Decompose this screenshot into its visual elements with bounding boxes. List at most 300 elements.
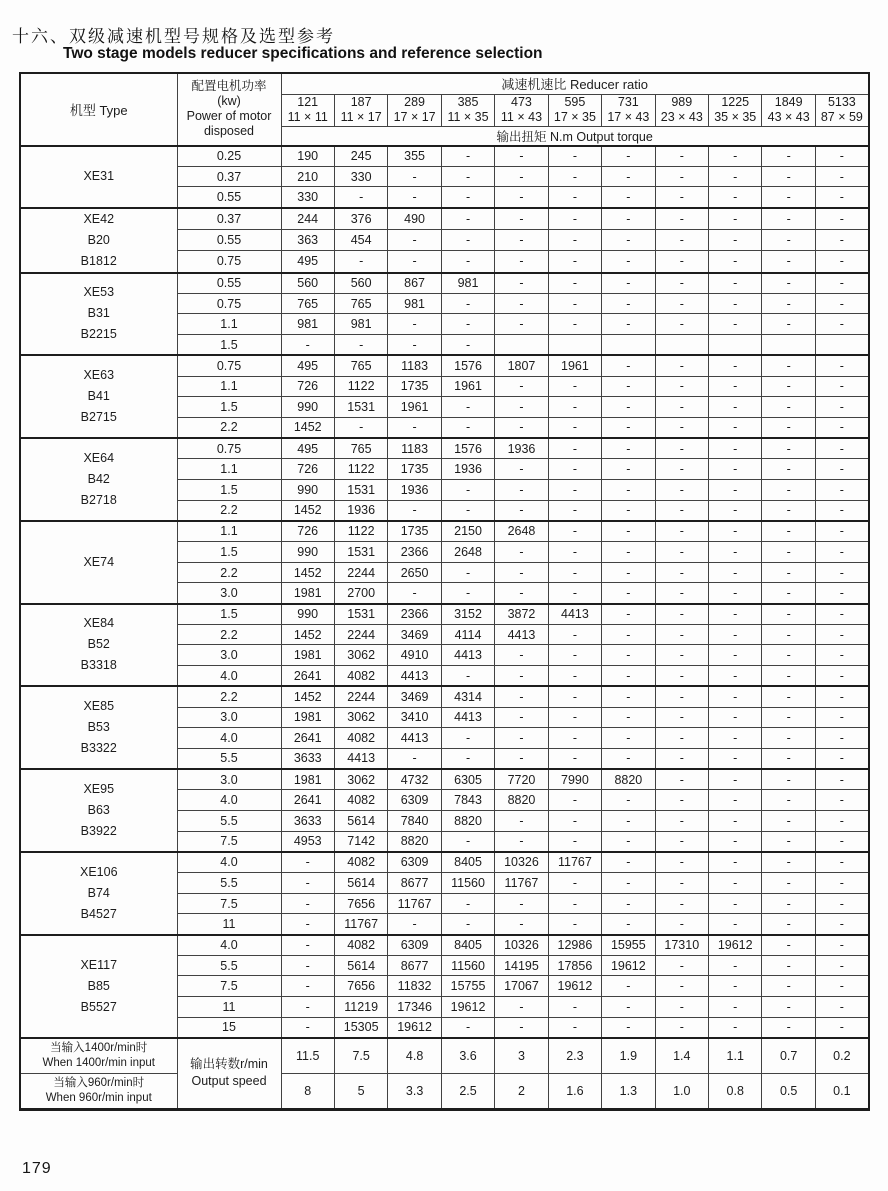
speed-cell: 3.3: [388, 1074, 441, 1110]
speed-input-label-line: When 1400r/min input: [42, 1057, 155, 1069]
torque-cell: -: [441, 666, 494, 687]
speed-cell: 5: [334, 1074, 387, 1110]
torque-cell: -: [762, 166, 815, 187]
torque-cell: -: [655, 521, 708, 542]
torque-cell: -: [495, 707, 548, 728]
torque-cell: -: [388, 314, 441, 335]
torque-cell: 1452: [281, 500, 334, 521]
torque-cell: -: [709, 666, 762, 687]
torque-cell: -: [655, 459, 708, 480]
torque-cell: -: [388, 583, 441, 604]
torque-cell: -: [602, 976, 655, 997]
power-cell: 1.1: [177, 459, 281, 480]
torque-cell: -: [762, 748, 815, 769]
torque-cell: -: [602, 831, 655, 852]
torque-cell: 7843: [441, 790, 494, 811]
torque-cell: -: [441, 335, 494, 356]
torque-cell: -: [655, 146, 708, 167]
page-number: 179: [22, 1160, 52, 1177]
speed-cell: 1.3: [602, 1074, 655, 1110]
power-cell: 2.2: [177, 624, 281, 645]
torque-cell: -: [762, 521, 815, 542]
ratio-value: 385: [457, 94, 479, 109]
torque-cell: -: [548, 997, 601, 1018]
torque-cell: -: [709, 273, 762, 294]
torque-cell: 7990: [548, 769, 601, 790]
torque-cell: 4082: [334, 852, 387, 873]
torque-cell: 1735: [388, 376, 441, 397]
torque-cell: -: [655, 810, 708, 831]
torque-cell: 4413: [388, 728, 441, 749]
ratio-combo: 11 × 17: [340, 110, 382, 124]
torque-cell: -: [548, 187, 601, 208]
ratio-value: 121: [297, 94, 319, 109]
model-label: XE42: [83, 211, 115, 226]
speed-cell: 0.5: [762, 1074, 815, 1110]
torque-cell: -: [709, 728, 762, 749]
torque-cell: -: [334, 251, 387, 273]
ratio-header-cell: [334, 94, 387, 126]
torque-cell: 765: [334, 293, 387, 314]
model-label: B3922: [80, 823, 117, 838]
torque-cell: -: [441, 166, 494, 187]
torque-cell: 330: [334, 166, 387, 187]
torque-cell: 2366: [388, 542, 441, 563]
torque-cell: 5614: [334, 955, 387, 976]
torque-cell: -: [762, 997, 815, 1018]
torque-cell: -: [655, 873, 708, 894]
torque-cell: 6305: [441, 769, 494, 790]
ratio-combo: 43 × 43: [767, 110, 810, 124]
speed-cell: 1.4: [655, 1038, 708, 1074]
torque-cell: -: [762, 666, 815, 687]
torque-cell: -: [709, 976, 762, 997]
torque-cell: 11560: [441, 873, 494, 894]
speed-cell: 1.1: [709, 1038, 762, 1074]
torque-cell: -: [495, 831, 548, 852]
torque-cell: -: [602, 273, 655, 294]
torque-cell: -: [655, 914, 708, 935]
ratio-value: 1849: [774, 94, 803, 109]
torque-cell: -: [709, 686, 762, 707]
torque-cell: -: [762, 914, 815, 935]
torque-cell: 765: [334, 438, 387, 459]
torque-cell: -: [495, 1017, 548, 1038]
torque-cell: 1961: [441, 376, 494, 397]
torque-cell: 8820: [388, 831, 441, 852]
torque-cell: -: [548, 273, 601, 294]
torque-cell: -: [815, 397, 868, 418]
torque-cell: 2244: [334, 562, 387, 583]
speed-cell: 1.6: [548, 1074, 601, 1110]
power-cell: 7.5: [177, 831, 281, 852]
reducer-spec-table: [19, 72, 870, 1111]
torque-cell: -: [655, 583, 708, 604]
torque-cell: 2641: [281, 666, 334, 687]
torque-cell: 4413: [388, 666, 441, 687]
type-column-header: 机型 Type: [20, 73, 177, 146]
torque-cell: 8677: [388, 955, 441, 976]
model-label: B52: [87, 637, 110, 652]
torque-cell: -: [815, 810, 868, 831]
torque-cell: -: [495, 479, 548, 500]
model-label: B4527: [80, 906, 117, 921]
torque-cell: -: [602, 583, 655, 604]
torque-cell: -: [602, 666, 655, 687]
power-cell: 15: [177, 1017, 281, 1038]
torque-cell: -: [548, 293, 601, 314]
torque-cell: -: [441, 397, 494, 418]
power-cell: 3.0: [177, 583, 281, 604]
torque-cell: -: [548, 810, 601, 831]
torque-cell: 15955: [602, 935, 655, 956]
torque-cell: -: [655, 852, 708, 873]
torque-cell: 1936: [495, 438, 548, 459]
torque-cell: [762, 335, 815, 356]
torque-cell: -: [602, 229, 655, 251]
torque-cell: -: [495, 251, 548, 273]
torque-cell: 765: [281, 293, 334, 314]
ratio-header-cell: [495, 94, 548, 126]
torque-cell: -: [495, 748, 548, 769]
torque-cell: -: [281, 852, 334, 873]
torque-cell: -: [495, 893, 548, 914]
torque-cell: -: [388, 335, 441, 356]
model-label: B53: [87, 720, 110, 735]
power-cell: 4.0: [177, 852, 281, 873]
ratio-header-cell: [281, 94, 334, 126]
torque-cell: -: [548, 376, 601, 397]
power-cell: 7.5: [177, 976, 281, 997]
torque-cell: -: [441, 562, 494, 583]
torque-cell: -: [815, 293, 868, 314]
torque-cell: -: [762, 417, 815, 438]
torque-cell: -: [388, 748, 441, 769]
torque-cell: -: [655, 666, 708, 687]
torque-cell: -: [815, 893, 868, 914]
ratio-combo: 17 × 35: [553, 110, 596, 124]
torque-cell: 5614: [334, 810, 387, 831]
torque-cell: -: [602, 810, 655, 831]
torque-cell: 990: [281, 479, 334, 500]
torque-cell: -: [334, 417, 387, 438]
model-cell: [20, 208, 177, 273]
page-title-english: Two stage models reducer specifications and reference selection: [63, 45, 543, 62]
torque-cell: 495: [281, 355, 334, 376]
ratio-combo: 17 × 17: [393, 110, 436, 124]
torque-cell: 17856: [548, 955, 601, 976]
torque-cell: 4413: [334, 748, 387, 769]
torque-cell: 1936: [334, 500, 387, 521]
torque-cell: 8820: [441, 810, 494, 831]
torque-cell: -: [762, 831, 815, 852]
torque-cell: 3633: [281, 810, 334, 831]
torque-cell: -: [709, 645, 762, 666]
power-header-line: disposed: [203, 124, 255, 139]
torque-cell: -: [281, 997, 334, 1018]
ratio-header-cell: [388, 94, 441, 126]
torque-cell: 7656: [334, 893, 387, 914]
torque-cell: -: [815, 873, 868, 894]
torque-cell: -: [762, 187, 815, 208]
torque-cell: -: [602, 166, 655, 187]
torque-cell: -: [655, 955, 708, 976]
speed-cell: 0.7: [762, 1038, 815, 1074]
torque-cell: -: [281, 893, 334, 914]
ratio-value: 731: [617, 94, 639, 109]
model-cell: [20, 438, 177, 521]
torque-cell: [655, 335, 708, 356]
torque-cell: 1122: [334, 376, 387, 397]
power-cell: 5.5: [177, 748, 281, 769]
torque-cell: -: [709, 521, 762, 542]
model-cell: [20, 521, 177, 604]
torque-cell: -: [281, 976, 334, 997]
torque-cell: -: [655, 728, 708, 749]
torque-cell: -: [815, 251, 868, 273]
torque-cell: 17346: [388, 997, 441, 1018]
power-cell: 0.55: [177, 187, 281, 208]
torque-cell: 355: [388, 146, 441, 167]
torque-cell: 4413: [495, 624, 548, 645]
torque-cell: -: [548, 397, 601, 418]
ratio-value: 1225: [721, 94, 750, 109]
torque-cell: -: [548, 831, 601, 852]
torque-cell: -: [602, 893, 655, 914]
torque-cell: -: [388, 166, 441, 187]
torque-cell: -: [548, 645, 601, 666]
torque-cell: 3469: [388, 686, 441, 707]
torque-cell: -: [602, 293, 655, 314]
torque-cell: -: [709, 852, 762, 873]
ratio-header-cell: [655, 94, 708, 126]
torque-cell: -: [495, 397, 548, 418]
torque-cell: 1981: [281, 645, 334, 666]
speed-input-label-cell: [20, 1074, 177, 1110]
torque-cell: -: [762, 438, 815, 459]
page-title-chinese: 十六、双级减速机型号规格及选型参考: [12, 27, 335, 46]
torque-cell: [709, 335, 762, 356]
torque-cell: -: [709, 187, 762, 208]
torque-cell: 10326: [495, 935, 548, 956]
torque-cell: -: [815, 208, 868, 230]
torque-cell: -: [441, 831, 494, 852]
torque-cell: -: [655, 976, 708, 997]
power-header-line: (kw): [217, 94, 241, 109]
torque-cell: 4314: [441, 686, 494, 707]
torque-cell: -: [548, 748, 601, 769]
torque-cell: -: [441, 314, 494, 335]
torque-cell: -: [495, 686, 548, 707]
torque-cell: -: [815, 976, 868, 997]
output-torque-header: 输出扭矩 N.m Output torque: [281, 126, 869, 146]
model-label: XE85: [83, 699, 115, 714]
torque-cell: -: [762, 229, 815, 251]
torque-cell: -: [815, 438, 868, 459]
torque-cell: 1452: [281, 624, 334, 645]
torque-cell: -: [441, 748, 494, 769]
torque-cell: 2150: [441, 521, 494, 542]
power-cell: 0.55: [177, 273, 281, 294]
torque-cell: -: [602, 314, 655, 335]
torque-cell: 14195: [495, 955, 548, 976]
speed-input-label-line: 当输入960r/min时: [53, 1076, 145, 1089]
torque-cell: -: [655, 997, 708, 1018]
torque-cell: -: [815, 686, 868, 707]
torque-cell: 8405: [441, 852, 494, 873]
torque-cell: -: [709, 893, 762, 914]
speed-cell: 7.5: [334, 1038, 387, 1074]
model-label: B31: [87, 306, 110, 321]
torque-cell: -: [548, 914, 601, 935]
torque-cell: -: [655, 831, 708, 852]
torque-cell: 1531: [334, 542, 387, 563]
torque-cell: -: [441, 500, 494, 521]
torque-cell: -: [815, 355, 868, 376]
speed-input-label-cell: [20, 1038, 177, 1074]
ratio-combo: 11 × 43: [500, 110, 543, 124]
torque-cell: -: [441, 479, 494, 500]
ratio-header-cell: [815, 94, 868, 126]
ratio-header-cell: [709, 94, 762, 126]
torque-cell: -: [602, 748, 655, 769]
torque-cell: -: [655, 187, 708, 208]
speed-cell: 1.0: [655, 1074, 708, 1110]
torque-cell: 19612: [602, 955, 655, 976]
torque-cell: -: [281, 935, 334, 956]
torque-cell: 8405: [441, 935, 494, 956]
torque-cell: 1452: [281, 562, 334, 583]
torque-cell: 4082: [334, 728, 387, 749]
power-cell: 5.5: [177, 873, 281, 894]
torque-cell: -: [709, 397, 762, 418]
model-cell: [20, 852, 177, 935]
torque-cell: -: [441, 146, 494, 167]
torque-cell: -: [815, 728, 868, 749]
torque-cell: -: [655, 500, 708, 521]
torque-cell: 363: [281, 229, 334, 251]
ratio-value: 289: [404, 94, 426, 109]
torque-cell: -: [441, 293, 494, 314]
torque-cell: -: [281, 873, 334, 894]
torque-cell: -: [762, 562, 815, 583]
torque-cell: -: [495, 810, 548, 831]
torque-cell: [548, 335, 601, 356]
torque-cell: -: [602, 1017, 655, 1038]
torque-cell: -: [655, 624, 708, 645]
torque-cell: -: [495, 166, 548, 187]
ratio-combo: 11 × 35: [447, 110, 489, 124]
torque-cell: 11767: [334, 914, 387, 935]
torque-cell: -: [815, 997, 868, 1018]
speed-cell: 8: [281, 1074, 334, 1110]
speed-cell: 0.8: [709, 1074, 762, 1110]
torque-cell: -: [815, 666, 868, 687]
torque-cell: -: [709, 376, 762, 397]
torque-cell: -: [388, 187, 441, 208]
torque-cell: 3062: [334, 645, 387, 666]
power-cell: 0.75: [177, 293, 281, 314]
torque-cell: -: [602, 707, 655, 728]
power-cell: 2.2: [177, 500, 281, 521]
torque-cell: 3410: [388, 707, 441, 728]
model-label: XE31: [83, 169, 115, 184]
torque-cell: -: [495, 997, 548, 1018]
torque-cell: -: [709, 1017, 762, 1038]
model-label: B3318: [80, 658, 117, 673]
model-label: B20: [87, 232, 110, 247]
torque-cell: -: [441, 417, 494, 438]
torque-cell: -: [548, 438, 601, 459]
torque-cell: -: [762, 251, 815, 273]
model-label: XE53: [83, 285, 115, 300]
torque-cell: -: [762, 500, 815, 521]
torque-cell: 19612: [441, 997, 494, 1018]
torque-cell: -: [548, 1017, 601, 1038]
torque-cell: 11767: [388, 893, 441, 914]
torque-cell: -: [709, 459, 762, 480]
torque-cell: -: [495, 914, 548, 935]
torque-cell: 11767: [495, 873, 548, 894]
torque-cell: -: [709, 355, 762, 376]
model-cell: [20, 273, 177, 356]
model-label: B2215: [80, 327, 117, 342]
torque-cell: 1576: [441, 438, 494, 459]
torque-cell: -: [548, 459, 601, 480]
model-label: B2718: [80, 492, 117, 507]
torque-cell: -: [709, 955, 762, 976]
torque-cell: -: [495, 459, 548, 480]
torque-cell: -: [655, 438, 708, 459]
torque-cell: -: [495, 500, 548, 521]
torque-cell: -: [548, 417, 601, 438]
torque-cell: 4953: [281, 831, 334, 852]
torque-cell: -: [602, 645, 655, 666]
torque-cell: 3062: [334, 769, 387, 790]
torque-cell: 4114: [441, 624, 494, 645]
torque-cell: -: [762, 769, 815, 790]
torque-cell: -: [709, 873, 762, 894]
model-cell: [20, 146, 177, 208]
torque-cell: -: [495, 229, 548, 251]
model-label: B63: [87, 802, 110, 817]
torque-cell: -: [495, 376, 548, 397]
torque-cell: 4732: [388, 769, 441, 790]
torque-cell: -: [815, 790, 868, 811]
torque-cell: -: [655, 893, 708, 914]
torque-cell: 1936: [388, 479, 441, 500]
torque-cell: [815, 335, 868, 356]
torque-cell: -: [602, 542, 655, 563]
reducer-ratio-header: 减速机速比 Reducer ratio: [281, 73, 869, 94]
power-header-line: Power of motor: [186, 109, 272, 124]
torque-cell: -: [815, 166, 868, 187]
ratio-value: 989: [671, 94, 693, 109]
torque-cell: -: [815, 417, 868, 438]
torque-cell: -: [388, 500, 441, 521]
torque-cell: -: [709, 251, 762, 273]
torque-cell: -: [495, 187, 548, 208]
power-cell: 5.5: [177, 955, 281, 976]
torque-cell: -: [495, 583, 548, 604]
torque-cell: -: [655, 417, 708, 438]
torque-cell: -: [815, 852, 868, 873]
power-cell: 4.0: [177, 666, 281, 687]
torque-cell: -: [655, 645, 708, 666]
torque-cell: -: [709, 914, 762, 935]
torque-cell: -: [655, 707, 708, 728]
torque-cell: -: [709, 624, 762, 645]
